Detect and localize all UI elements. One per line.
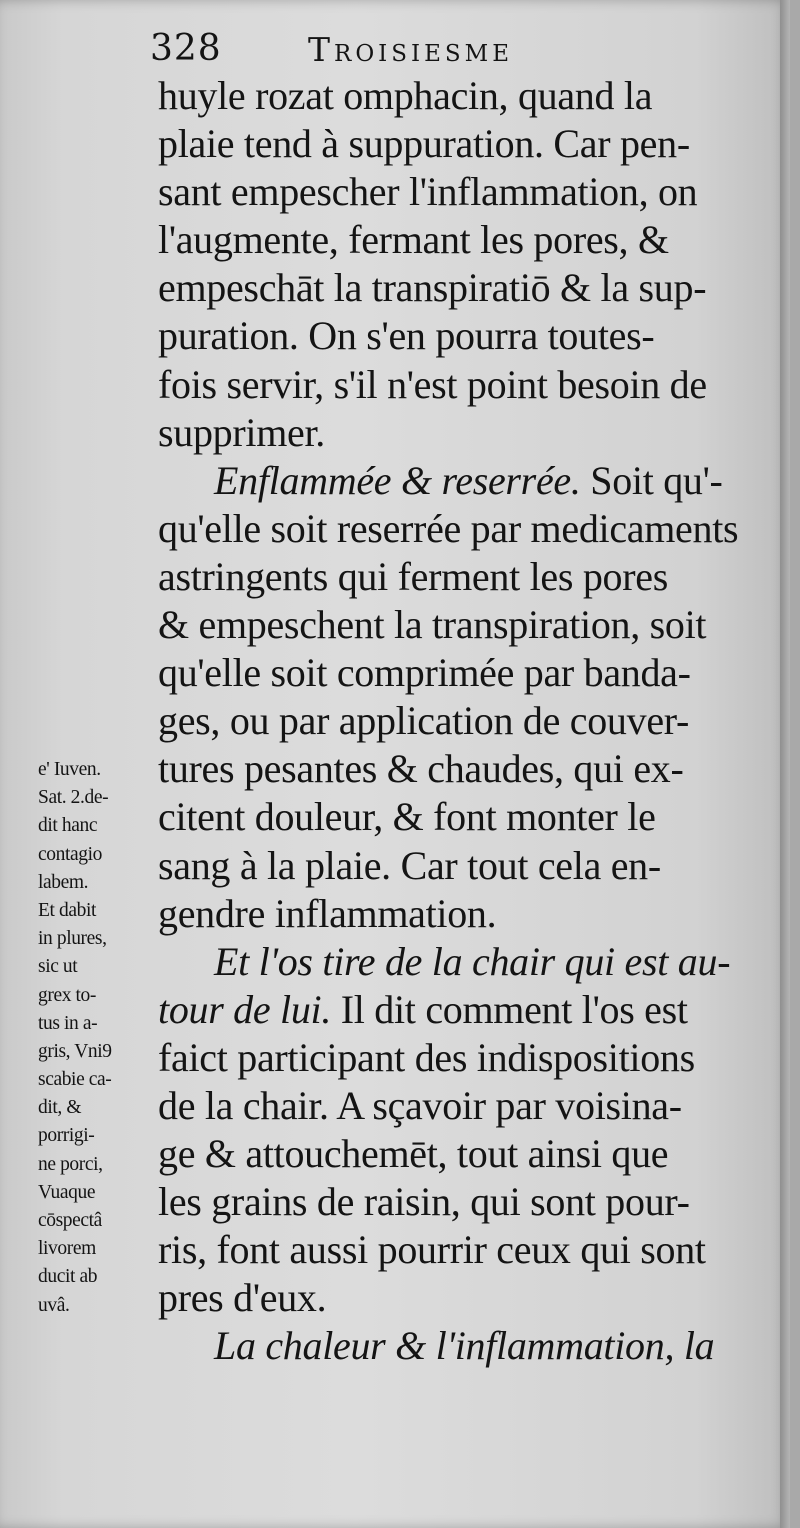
page-edge-shadow [780,0,790,1528]
text-line: fois servir, s'il n'est point besoin de [158,361,707,407]
text-line: tures pesantes & chaudes, qui ex- [158,746,684,792]
text-line: sang à la plaie. Car tout cela en- [158,842,661,888]
text-line: qu'elle soit reserrée par medicaments [158,505,739,551]
text-line: ge & attouchemēt, tout ainsi que [158,1131,669,1177]
margin-line: porrigi- [38,1125,95,1147]
text-line: l'augmente, fermant les pores, & [158,217,669,263]
margin-line: livorem [38,1238,96,1260]
margin-line: labem. [38,871,89,893]
margin-line: Et dabit [38,899,96,921]
text-run: Il dit comment l'os est [331,986,688,1032]
text-line: supprimer. [158,409,325,455]
page-number: 328 [150,28,222,69]
margin-line: scabie ca- [38,1069,112,1091]
margin-line: tus in a- [38,1012,98,1034]
lemma-italic: tour de lui. [158,986,332,1032]
text-run: Soit qu'- [580,457,723,503]
margin-line: gris, Vni9 [38,1040,112,1062]
margin-line: contagio [38,843,102,865]
margin-line: sic ut [38,956,78,978]
text-line: qu'elle soit comprimée par banda- [158,650,691,696]
margin-line: uvâ. [38,1294,70,1316]
margin-line: grex to- [38,984,96,1006]
margin-line: ne porci, [38,1153,103,1175]
text-line: astringents qui ferment les pores [158,553,668,599]
lemma-italic: Et l'os tire de la chair qui est au- [214,938,731,984]
text-line: les grains de raisin, qui sont pour- [158,1179,690,1225]
text-line: ges, ou par application de couver- [158,698,690,744]
text-line-mixed [158,986,748,1034]
paragraph-start [158,457,748,505]
margin-line: e' Iuven. [38,759,101,780]
running-head: Troisiesme [308,30,513,69]
text-line: & empeschent la transpiration, soit [158,602,707,648]
text-line: de la chair. A sçavoir par voisina- [158,1082,682,1128]
margin-line: dit hanc [38,815,98,837]
text-line: faict participant des indispositions [158,1034,695,1080]
text-line: pres d'eux. [158,1275,327,1321]
text-line: citent douleur, & font monter le [158,794,656,840]
text-line: huyle rozat omphacin, quand la [158,73,653,118]
lemma-italic: La chaleur & l'inflammation, la [214,1323,715,1369]
main-text [158,72,748,1371]
margin-line: cōspectâ [38,1210,102,1231]
margin-line: dit, & [38,1097,82,1119]
margin-line: ducit ab [38,1266,98,1288]
margin-line: Vuaque [38,1181,96,1203]
lemma-italic: Enflammée & reserrée. [214,457,581,503]
margin-line: in plures, [38,928,107,950]
margin-note [38,756,160,1320]
text-line: gendre inflammation. [158,890,497,936]
text-line: plaie tend à suppuration. Car pen- [158,121,690,167]
text-line: ris, font aussi pourrir ceux qui sont [158,1227,706,1273]
text-line: sant empescher l'inflammation, on [158,169,698,215]
page-header [150,22,750,72]
margin-line: Sat. 2.de- [38,787,109,809]
text-line: empeschāt la transpiratiō & la sup- [158,265,707,311]
text-line: puration. On s'en pourra toutes- [158,313,655,359]
